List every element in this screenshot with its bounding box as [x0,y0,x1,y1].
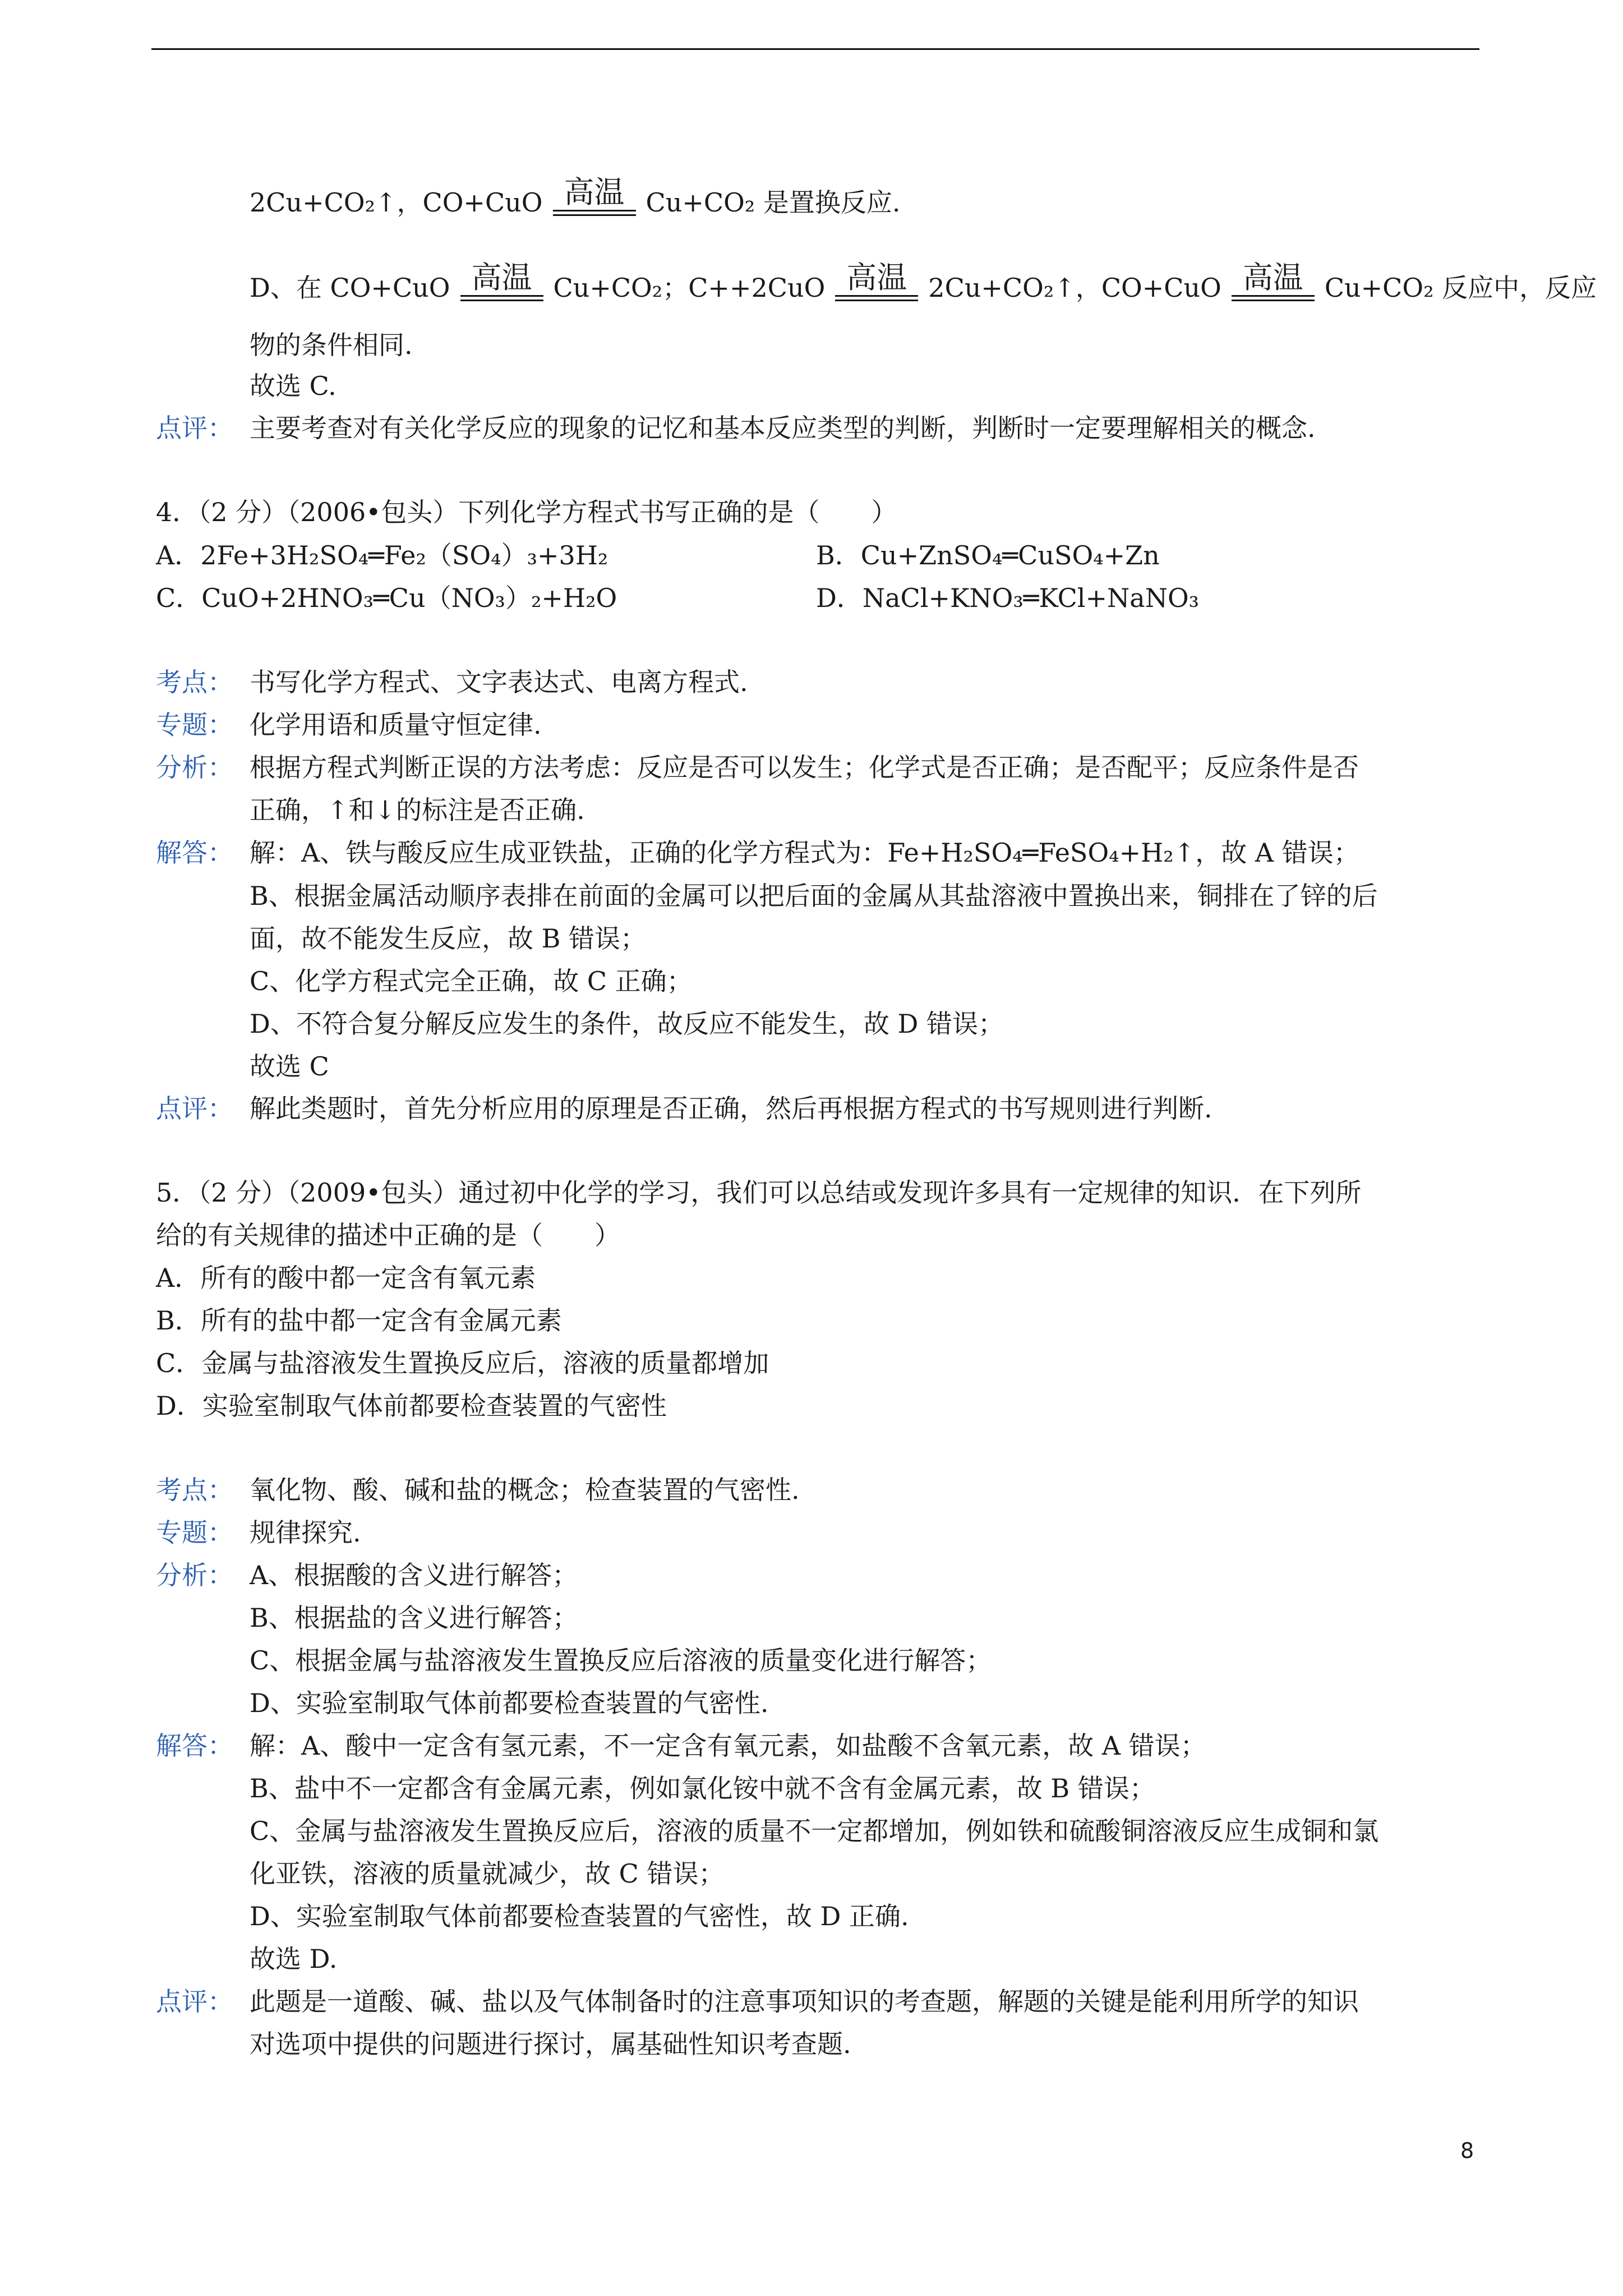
answer-choice: 故选 C. [250,371,336,401]
equation-part: Cu+CO₂；C++2CuO [553,273,826,303]
q4-option-d: D．NaCl+KNO₃═KCl+NaNO₃ [816,583,1200,613]
q4-kaodian: 书写化学方程式、文字表达式、电离方程式. [250,667,748,697]
q5-fenxi-label: 分析： [156,1560,233,1590]
q4-kaodian-label: 考点： [156,667,233,697]
q5-jieda-line: D、实验室制取气体前都要检查装置的气密性，故 D 正确. [250,1901,909,1931]
q5-kaodian-label: 考点： [156,1475,233,1505]
question-5-stem: 5．（2 分）（2009•包头）通过初中化学的学习，我们可以总结或发现许多具有一定规律的知识．在下列所 [156,1177,1362,1208]
q4-jieda-label: 解答： [156,838,233,868]
q4-jieda-line: B、根据金属活动顺序表排在前面的金属可以把后面的金属从其盐溶液中置换出来，铜排在了锌的后 [250,881,1378,911]
q4-fenxi-line: 根据方程式判断正误的方法考虑：反应是否可以发生；化学式是否正确；是否配平；反应条件是否 [250,752,1359,783]
q5-dianping-line: 对选项中提供的问题进行探讨，属基础性知识考查题. [250,2029,851,2059]
condition-label: 高温 [471,260,532,295]
q4-jieda-line: C、化学方程式完全正确，故 C 正确； [250,966,693,996]
q5-jieda-line: C、金属与盐溶液发生置换反应后，溶液的质量不一定都增加，例如铁和硫酸铜溶液反应生成铜和氯 [250,1816,1379,1846]
condition-arrow [553,175,636,216]
q5-option-a: A．所有的酸中都一定含有氧元素 [156,1263,536,1293]
q5-dianping-line: 此题是一道酸、碱、盐以及气体制备时的注意事项知识的考查题，解题的关键是能利用所学的知识 [250,1986,1359,2017]
condition-arrow [835,260,918,301]
equation-part: D、在 CO+CuO [250,273,450,303]
q4-jieda-line: D、不符合复分解反应发生的条件，故反应不能发生，故 D 错误； [250,1009,1004,1039]
condition-label: 高温 [846,260,907,295]
question-5-stem: 给的有关规律的描述中正确的是（ ） [156,1220,620,1250]
equation-part: 2Cu+CO₂↑，CO+CuO [928,273,1221,303]
q5-jieda-label: 解答： [156,1731,233,1761]
q5-fenxi-line: C、根据金属与盐溶液发生置换反应后溶液的质量变化进行解答； [250,1645,992,1676]
q5-jieda-line: 解：A、酸中一定含有氢元素，不一定含有氧元素，如盐酸不含氧元素，故 A 错误； [250,1731,1206,1761]
q4-option-a: A．2Fe+3H₂SO₄═Fe₂（SO₄）₃+3H₂ [156,540,608,570]
q5-dianping-label: 点评： [156,1986,233,2017]
q5-zhuanti: 规律探究. [250,1517,361,1548]
q5-option-d: D．实验室制取气体前都要检查装置的气密性 [156,1391,667,1421]
q5-fenxi-line: D、实验室制取气体前都要检查装置的气密性. [250,1688,769,1718]
q5-jieda-line: B、盐中不一定都含有金属元素，例如氯化铵中就不含有金属元素，故 B 错误； [250,1773,1155,1803]
q5-fenxi-line: A、根据酸的含义进行解答； [250,1560,578,1590]
answer-text: 物的条件相同. [250,330,413,360]
q4-fenxi-line: 正确，↑和↓的标注是否正确. [250,795,585,825]
condition-arrow [460,260,543,301]
reaction-line-2 [250,260,1597,305]
equation-part: Cu+CO₂ 是置换反应. [645,187,901,218]
q4-jieda-line: 面，故不能发生反应，故 B 错误； [250,923,647,954]
q5-zhuanti-label: 专题： [156,1517,233,1548]
q4-zhuanti: 化学用语和质量守恒定律. [250,710,542,740]
q5-option-b: B．所有的盐中都一定含有金属元素 [156,1305,562,1336]
header-rule [151,48,1479,50]
q5-jieda-line: 化亚铁，溶液的质量就减少，故 C 错误； [250,1858,725,1889]
q5-jieda-line: 故选 D. [250,1944,338,1974]
comment-text: 主要考查对有关化学反应的现象的记忆和基本反应类型的判断，判断时一定要理解相关的概念. [250,413,1316,443]
q4-jieda-line: 故选 C [250,1051,329,1082]
q4-fenxi-label: 分析： [156,752,233,783]
condition-arrow [1232,260,1315,301]
equation-part: Cu+CO₂ 反应中，反应 [1324,273,1597,303]
q4-dianping-label: 点评： [156,1093,233,1124]
q4-option-c: C．CuO+2HNO₃═Cu（NO₃）₂+H₂O [156,583,617,613]
q4-jieda-line: 解：A、铁与酸反应生成亚铁盐，正确的化学方程式为：Fe+H₂SO₄═FeSO₄+H₂↑，故 A 错误； [250,838,1359,868]
question-4-stem: 4．（2 分）（2006•包头）下列化学方程式书写正确的是（ ） [156,497,897,527]
condition-label: 高温 [1242,260,1303,295]
q4-dianping: 解此类题时，首先分析应用的原理是否正确，然后再根据方程式的书写规则进行判断. [250,1093,1212,1124]
condition-label: 高温 [564,174,625,210]
q4-zhuanti-label: 专题： [156,710,233,740]
q5-kaodian: 氧化物、酸、碱和盐的概念；检查装置的气密性. [250,1475,800,1505]
page-number: 8 [1460,2138,1474,2163]
q4-option-b: B．Cu+ZnSO₄═CuSO₄+Zn [816,540,1160,570]
q5-fenxi-line: B、根据盐的含义进行解答； [250,1603,578,1633]
q5-option-c: C．金属与盐溶液发生置换反应后，溶液的质量都增加 [156,1348,769,1378]
reaction-line-1 [250,174,901,219]
comment-label: 点评： [156,413,233,443]
equation-part: 2Cu+CO₂↑，CO+CuO [250,187,543,218]
